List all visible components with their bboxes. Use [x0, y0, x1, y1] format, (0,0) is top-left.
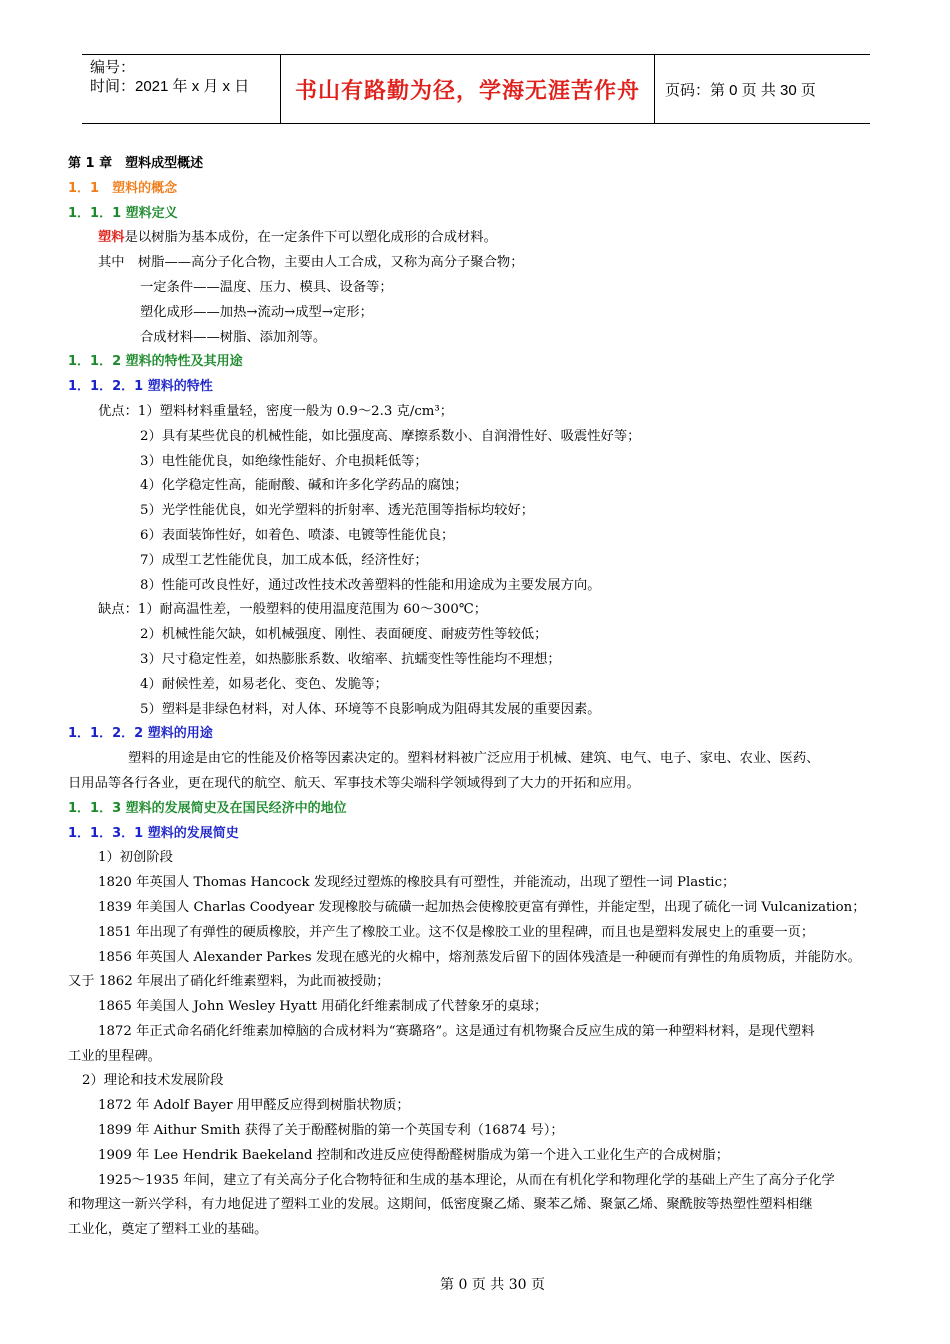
- advantage-item: 7）成型工艺性能优良，加工成本低，经济性好；: [140, 552, 428, 568]
- history-item: 又于 1862 年展出了硝化纤维素塑料，为此而被授勋；: [68, 974, 390, 990]
- stage-heading: 2）理论和技术发展阶段: [82, 1073, 224, 1089]
- definition-text: 是以树脂为基本成份，在一定条件下可以塑化成形的合成材料。: [124, 230, 497, 246]
- qizhong-line: 塑化成形——加热→流动→成型→定形；: [140, 304, 373, 320]
- section-heading-1-1-3-1: 1．1．3．1 塑料的发展简史: [68, 825, 239, 841]
- section-heading-1-1-1: 1．1．1 塑料定义: [68, 205, 178, 221]
- history-item: 工业的里程碑。: [68, 1048, 162, 1064]
- page-footer: 第 0 页 共 30 页: [440, 1277, 545, 1293]
- section-heading-1-1-2: 1．1．2 塑料的特性及其用途: [68, 354, 243, 370]
- section-heading-1-1-2-1: 1．1．2．1 塑料的特性: [68, 379, 213, 395]
- history-item: 1899 年 Aithur Smith 获得了关于酚醛树脂的第一个英国专利（16874 号）；: [98, 1123, 564, 1139]
- qizhong-line: 合成材料——树脂、添加剂等。: [140, 329, 327, 345]
- definition-paragraph: [68, 226, 878, 251]
- document-body: [68, 152, 878, 1243]
- usage-paragraph-line: 日用品等各行各业，更在现代的航空、航天、军事技术等尖端科学领域得到了大力的开拓和应用。: [68, 775, 640, 791]
- stage-heading: 1）初创阶段: [98, 850, 173, 866]
- header-meta: [82, 55, 281, 123]
- history-item: 1839 年美国人 Charlas Coodyear 发现橡胶与硫磺一起加热会使橡胶更富有弹性，并能定型，出现了硫化一词 Vulcanization；: [98, 899, 866, 915]
- advantage-item: 5）光学性能优良，如光学塑料的折射率、透光范围等指标均较好；: [140, 503, 535, 519]
- history-item: 1820 年英国人 Thomas Hancock 发现经过塑炼的橡胶具有可塑性，并能流动，出现了塑性一词 Plastic；: [98, 875, 736, 891]
- disadvantage-item: 2）机械性能欠缺，如机械强度、刚性、表面硬度、耐疲劳性等较低；: [140, 627, 548, 643]
- document-header: [82, 54, 870, 124]
- history-item: 1925～1935 年间，建立了有关高分子化合物特征和生成的基本理论，从而在有机化学和物理化学的基础上产生了高分子化学: [98, 1172, 835, 1188]
- header-number: 编号：: [90, 59, 136, 76]
- advantage-item: 2）具有某些优良的机械性能，如比强度高、摩擦系数小、自润滑性好、吸震性好等；: [140, 428, 641, 444]
- history-item: 1865 年美国人 John Wesley Hyatt 用硝化纤维素制成了代替象牙的桌球；: [98, 999, 548, 1015]
- history-item: 1856 年英国人 Alexander Parkes 发现在感光的火棉中，熔剂蒸发后留下的固体残渣是一种硬而有弹性的角质物质，并能防水。: [98, 949, 861, 965]
- advantage-item: 优点：1）塑料材料重量轻，密度一般为 0.9～2.3 克/cm³；: [98, 403, 454, 419]
- disadvantage-item: 缺点：1）耐高温性差，一般塑料的使用温度范围为 60～300℃；: [98, 602, 487, 618]
- qizhong-line: 其中 树脂——高分子化合物，主要由人工合成，又称为高分子聚合物；: [98, 255, 524, 271]
- advantage-item: 3）电性能优良，如绝缘性能好、介电损耗低等；: [140, 453, 428, 469]
- history-item: 和物理这一新兴学科，有力地促进了塑料工业的发展。这期间，低密度聚乙烯、聚苯乙烯、聚氯乙烯、聚酰胺等热塑性塑料相继: [68, 1197, 813, 1213]
- disadvantage-item: 4）耐候性差，如易老化、变色、发脆等；: [140, 676, 388, 692]
- header-time: 时间：2021 年 x 月 x 日: [90, 78, 250, 95]
- section-heading-1-1-3: 1．1．3 塑料的发展简史及在国民经济中的地位: [68, 800, 347, 816]
- section-heading-1-1: 1．1 塑料的概念: [68, 180, 178, 196]
- chapter-title: 第 1 章 塑料成型概述: [68, 156, 204, 171]
- history-item: 1872 年 Adolf Bayer 用甲醛反应得到树脂状物质；: [98, 1098, 410, 1114]
- header-page-info: 页码：第 0 页 共 30 页: [665, 81, 816, 99]
- disadvantage-item: 3）尺寸稳定性差，如热膨胀系数、收缩率、抗蠕变性等性能均不理想；: [140, 651, 561, 667]
- advantage-item: 4）化学稳定性高，能耐酸、碱和许多化学药品的腐蚀；: [140, 478, 468, 494]
- history-item: 1872 年正式命名硝化纤维素加樟脑的合成材料为“赛璐珞”。这是通过有机物聚合反应生成的第一种塑料材料，是现代塑料: [98, 1023, 815, 1039]
- section-heading-1-1-2-2: 1．1．2．2 塑料的用途: [68, 726, 213, 742]
- history-item: 1909 年 Lee Hendrik Baekeland 控制和改进反应使得酚醛树脂成为第一个进入工业化生产的合成树脂；: [98, 1147, 729, 1163]
- header-motto: 书山有路勤为径，学海无涯苦作舟: [281, 55, 655, 123]
- history-item: 工业化，奠定了塑料工业的基础。: [68, 1222, 268, 1238]
- usage-paragraph-line: 塑料的用途是由它的性能及价格等因素决定的。塑料材料被广泛应用于机械、建筑、电气、电子、家电、农业、医药、: [128, 751, 820, 767]
- definition-term: 塑料: [98, 230, 125, 246]
- disadvantage-item: 5）塑料是非绿色材料，对人体、环境等不良影响成为阻碍其发展的重要因素。: [140, 701, 601, 717]
- qizhong-line: 一定条件——温度、压力、模具、设备等；: [140, 279, 393, 295]
- advantage-item: 6）表面装饰性好，如着色、喷漆、电镀等性能优良；: [140, 527, 455, 543]
- advantage-item: 8）性能可改良性好，通过改性技术改善塑料的性能和用途成为主要发展方向。: [140, 577, 601, 593]
- history-item: 1851 年出现了有弹性的硬质橡胶，并产生了橡胶工业。这不仅是橡胶工业的里程碑，而且也是塑料发展史上的重要一页；: [98, 924, 815, 940]
